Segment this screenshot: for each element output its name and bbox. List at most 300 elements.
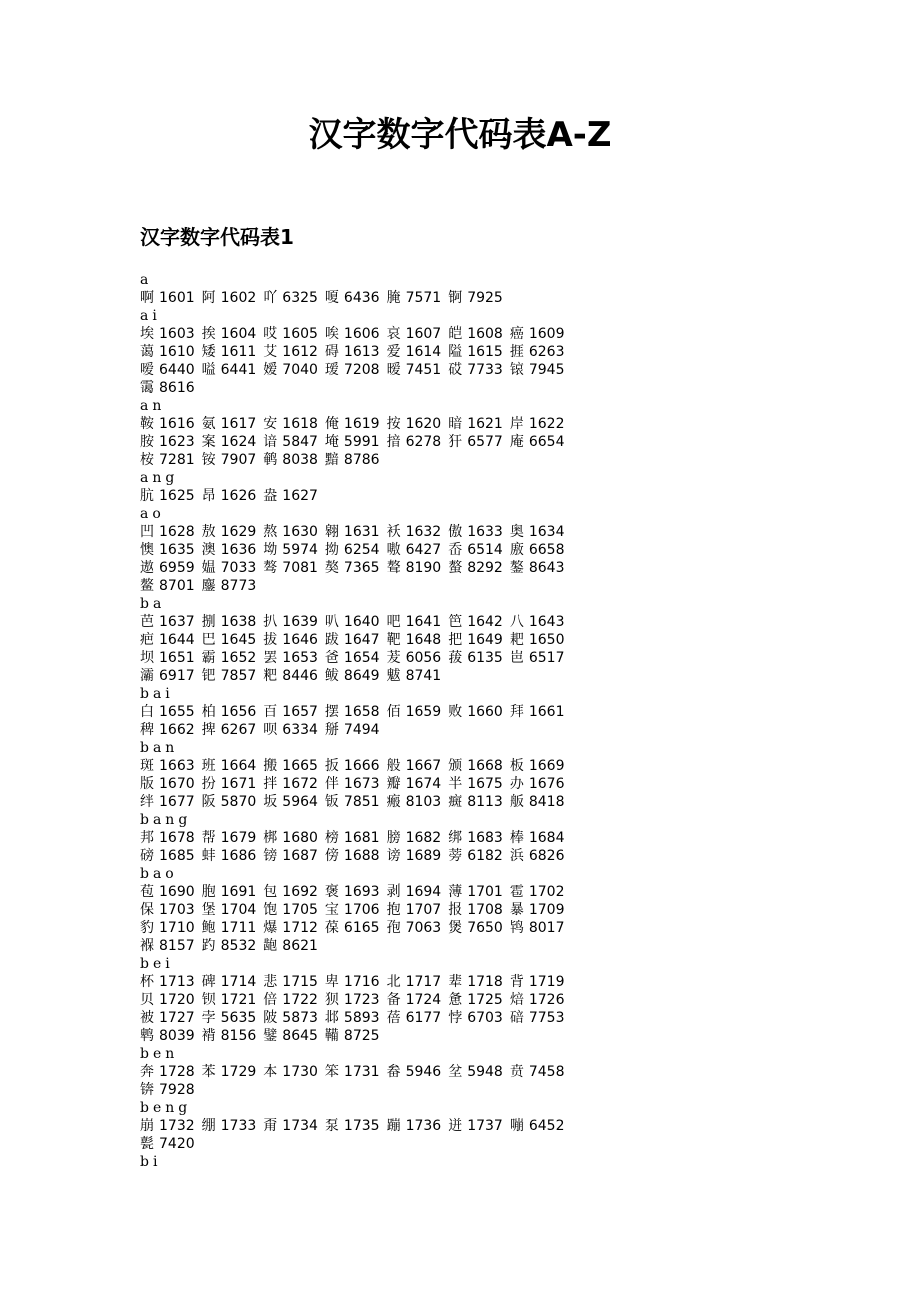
hanzi-character: 笆: [448, 614, 463, 630]
numeric-code: 8038: [282, 452, 318, 468]
hanzi-character: 绷: [201, 1118, 216, 1134]
numeric-code: 1705: [282, 902, 318, 918]
numeric-code: 1604: [220, 326, 257, 342]
hanzi-character: 岜: [509, 650, 524, 666]
character-code-pair: [448, 703, 503, 721]
character-code-pair: [510, 1009, 565, 1027]
hanzi-character: 拜: [509, 704, 524, 720]
character-code-pair: [325, 559, 380, 577]
numeric-code: 6514: [467, 542, 503, 558]
hanzi-character: 鲍: [201, 920, 216, 936]
numeric-code: 1684: [528, 830, 565, 846]
numeric-code: 1685: [159, 848, 195, 864]
character-code-pair: [140, 775, 195, 793]
hanzi-character: 镑: [263, 848, 278, 864]
character-code-pair: [325, 991, 380, 1009]
hanzi-character: 罢: [263, 650, 278, 666]
hanzi-character: 败: [448, 704, 463, 720]
pinyin-group: [140, 739, 760, 811]
numeric-code: 1662: [159, 722, 195, 738]
character-code-pair: [202, 325, 257, 343]
character-code-pair: [510, 523, 565, 541]
character-code-pair: [387, 523, 442, 541]
numeric-code: 1675: [467, 776, 503, 792]
numeric-code: 7458: [528, 1064, 565, 1080]
hanzi-character: 掰: [324, 722, 339, 738]
hanzi-character: 趵: [201, 938, 216, 954]
hanzi-character: 奥: [509, 524, 524, 540]
numeric-code: 1691: [220, 884, 257, 900]
numeric-code: 1641: [405, 614, 442, 630]
character-code-pair: [140, 937, 195, 955]
numeric-code: 1667: [405, 758, 442, 774]
hanzi-character: 皑: [448, 326, 463, 342]
hanzi-character: 胞: [201, 884, 216, 900]
numeric-code: 1624: [220, 434, 257, 450]
numeric-code: 1632: [405, 524, 442, 540]
character-code-pair: [448, 631, 503, 649]
character-code-pair: [387, 415, 442, 433]
character-code-pair: [263, 1117, 318, 1135]
character-code-pair: [263, 361, 318, 379]
numeric-code: 5948: [467, 1064, 503, 1080]
character-code-pair: [448, 523, 503, 541]
hanzi-character: 坝: [140, 650, 154, 666]
character-code-pair: [263, 937, 318, 955]
numeric-code: 8017: [528, 920, 565, 936]
numeric-code: 1655: [159, 704, 195, 720]
hanzi-character: 钯: [201, 668, 216, 684]
character-code-pair: [140, 703, 195, 721]
numeric-code: 1651: [159, 650, 195, 666]
hanzi-character: 懊: [140, 542, 154, 558]
character-code-pair: [140, 973, 195, 991]
character-code-pair: [263, 451, 318, 469]
pinyin-group: [140, 955, 760, 1045]
hanzi-character: 柏: [201, 704, 216, 720]
numeric-code: 1670: [159, 776, 195, 792]
character-code-pair: [202, 721, 257, 739]
character-code-pair: [387, 829, 442, 847]
hanzi-character: 安: [263, 416, 278, 432]
character-code-pair: [263, 829, 318, 847]
hanzi-character: 捌: [201, 614, 216, 630]
numeric-code: 5893: [343, 1010, 380, 1026]
hanzi-character: 爱: [386, 344, 401, 360]
numeric-code: 6517: [528, 650, 565, 666]
numeric-code: 1716: [343, 974, 380, 990]
character-code-pair: [448, 361, 503, 379]
numeric-code: 7040: [282, 362, 318, 378]
hanzi-character: 褙: [201, 1028, 216, 1044]
numeric-code: 1634: [528, 524, 565, 540]
numeric-code: 6263: [528, 344, 565, 360]
hanzi-character: 钣: [324, 794, 339, 810]
numeric-code: 1644: [159, 632, 195, 648]
numeric-code: 5991: [343, 434, 380, 450]
character-code-pair: [325, 451, 380, 469]
hanzi-character: 傍: [324, 848, 339, 864]
hanzi-character: 碑: [201, 974, 216, 990]
character-code-pair: [448, 847, 503, 865]
code-line: [140, 559, 760, 577]
numeric-code: 1638: [220, 614, 257, 630]
hanzi-character: 阿: [201, 290, 216, 306]
character-code-pair: [510, 631, 565, 649]
numeric-code: 5946: [405, 1064, 442, 1080]
hanzi-character: 案: [201, 434, 216, 450]
character-code-pair: [202, 1117, 257, 1135]
character-code-pair: [325, 361, 380, 379]
numeric-code: 1707: [405, 902, 442, 918]
hanzi-character: 茇: [386, 650, 401, 666]
pinyin-group: [140, 469, 760, 505]
character-code-pair: [202, 847, 257, 865]
hanzi-character: 肮: [140, 488, 154, 504]
hanzi-character: 碍: [324, 344, 339, 360]
numeric-code: 8621: [282, 938, 318, 954]
hanzi-character: 隘: [448, 344, 463, 360]
hanzi-character: 癌: [509, 326, 524, 342]
character-code-pair: [510, 919, 565, 937]
hanzi-character: 暗: [448, 416, 463, 432]
hanzi-character: 鏖: [201, 578, 216, 594]
character-code-pair: [202, 937, 257, 955]
character-code-pair: [263, 901, 318, 919]
character-code-pair: [448, 289, 503, 307]
character-code-pair: [325, 883, 380, 901]
hanzi-character: 芭: [140, 614, 154, 630]
character-code-pair: [510, 361, 565, 379]
hanzi-character: 螯: [448, 560, 463, 576]
numeric-code: 6427: [405, 542, 442, 558]
hanzi-character: 耙: [509, 632, 524, 648]
character-code-pair: [140, 883, 195, 901]
character-code-pair: [448, 901, 503, 919]
character-code-pair: [448, 559, 503, 577]
numeric-code: 5974: [282, 542, 318, 558]
numeric-code: 1703: [159, 902, 195, 918]
hanzi-character: 半: [448, 776, 463, 792]
numeric-code: 1693: [343, 884, 380, 900]
pinyin-label: a: [140, 272, 153, 288]
character-code-pair: [325, 667, 380, 685]
character-code-pair: [263, 631, 318, 649]
hanzi-character: 薄: [448, 884, 463, 900]
character-code-pair: [325, 793, 380, 811]
character-code-pair: [202, 1027, 257, 1045]
hanzi-character: 黯: [324, 452, 339, 468]
hanzi-character: 唉: [324, 326, 339, 342]
character-code-pair: [140, 1009, 195, 1027]
character-code-pair: [140, 901, 195, 919]
character-code-pair: [387, 325, 442, 343]
code-line: [140, 613, 760, 631]
hanzi-character: 揞: [386, 434, 401, 450]
numeric-code: 8643: [528, 560, 565, 576]
numeric-code: 1718: [467, 974, 503, 990]
hanzi-character: 龅: [263, 938, 278, 954]
code-line: [140, 649, 760, 667]
character-code-pair: [448, 829, 503, 847]
hanzi-character: 呗: [263, 722, 278, 738]
character-code-pair: [387, 667, 442, 685]
numeric-code: 1723: [343, 992, 380, 1008]
character-code-pair: [263, 667, 318, 685]
pinyin-group: [140, 1045, 760, 1099]
hanzi-character: 凹: [140, 524, 154, 540]
hanzi-character: 癍: [448, 794, 463, 810]
hanzi-character: 坂: [263, 794, 278, 810]
numeric-code: 6826: [528, 848, 565, 864]
numeric-code: 6254: [343, 542, 380, 558]
hanzi-character: 澳: [201, 542, 216, 558]
hanzi-character: 百: [263, 704, 278, 720]
numeric-code: 5635: [220, 1010, 257, 1026]
character-code-pair: [510, 415, 565, 433]
numeric-code: 8446: [282, 668, 318, 684]
character-code-pair: [448, 991, 503, 1009]
character-code-pair: [448, 1009, 503, 1027]
numeric-code: 5964: [282, 794, 318, 810]
numeric-code: 1606: [343, 326, 380, 342]
numeric-code: 1659: [405, 704, 442, 720]
hanzi-character: 鹎: [140, 1028, 154, 1044]
numeric-code: 1652: [220, 650, 257, 666]
character-code-pair: [263, 289, 318, 307]
character-code-pair: [325, 649, 380, 667]
character-code-pair: [263, 703, 318, 721]
hanzi-character: 俺: [324, 416, 339, 432]
numeric-code: 1658: [343, 704, 380, 720]
character-code-pair: [202, 901, 257, 919]
character-code-pair: [202, 1063, 257, 1081]
code-line: [140, 577, 760, 595]
hanzi-character: 叭: [324, 614, 339, 630]
character-code-pair: [202, 1009, 257, 1027]
numeric-code: 1607: [405, 326, 442, 342]
numeric-code: 1682: [405, 830, 442, 846]
numeric-code: 1690: [159, 884, 195, 900]
hanzi-character: 蚌: [201, 848, 216, 864]
numeric-code: 1618: [282, 416, 318, 432]
numeric-code: 7650: [467, 920, 503, 936]
character-code-pair: [140, 757, 195, 775]
numeric-code: 1605: [282, 326, 318, 342]
character-code-pair: [387, 361, 442, 379]
numeric-code: 8292: [467, 560, 503, 576]
numeric-code: 1701: [467, 884, 503, 900]
section-heading: 汉字数字代码表1: [140, 225, 294, 249]
hanzi-character: 版: [140, 776, 154, 792]
numeric-code: 1639: [282, 614, 318, 630]
character-code-pair: [448, 541, 503, 559]
numeric-code: 7945: [528, 362, 565, 378]
character-code-pair: [325, 847, 380, 865]
character-code-pair: [448, 613, 503, 631]
hanzi-character: 悲: [263, 974, 278, 990]
character-code-pair: [387, 973, 442, 991]
code-line: [140, 289, 760, 307]
hanzi-character: 斑: [140, 758, 154, 774]
numeric-code: 1694: [405, 884, 442, 900]
character-code-pair: [510, 991, 565, 1009]
character-code-pair: [387, 847, 442, 865]
code-line: [140, 523, 760, 541]
hanzi-character: 宝: [324, 902, 339, 918]
character-code-pair: [140, 721, 195, 739]
hanzi-character: 啊: [140, 290, 154, 306]
hanzi-character: 孛: [201, 1010, 216, 1026]
code-line: [140, 1081, 760, 1099]
hanzi-character: 粑: [263, 668, 278, 684]
code-line: [140, 703, 760, 721]
numeric-code: 6135: [467, 650, 503, 666]
character-code-pair: [387, 613, 442, 631]
numeric-code: 8725: [343, 1028, 380, 1044]
numeric-code: 1610: [159, 344, 195, 360]
character-code-pair: [202, 703, 257, 721]
character-code-pair: [387, 991, 442, 1009]
numeric-code: 7753: [528, 1010, 565, 1026]
hanzi-character: 谤: [386, 848, 401, 864]
code-line: [140, 991, 760, 1009]
hanzi-character: 坳: [263, 542, 278, 558]
numeric-code: 8786: [343, 452, 380, 468]
numeric-code: 6267: [220, 722, 257, 738]
numeric-code: 1616: [159, 416, 195, 432]
hanzi-character: 艾: [263, 344, 278, 360]
pinyin-group: [140, 397, 760, 469]
character-code-pair: [263, 1063, 318, 1081]
numeric-code: 7928: [159, 1082, 195, 1098]
hanzi-character: 搬: [263, 758, 278, 774]
character-code-pair: [202, 883, 257, 901]
numeric-code: 7208: [343, 362, 380, 378]
numeric-code: 6334: [282, 722, 318, 738]
character-code-pair: [202, 649, 257, 667]
numeric-code: 7081: [282, 560, 318, 576]
character-code-pair: [325, 289, 380, 307]
character-code-pair: [325, 919, 380, 937]
numeric-code: 6177: [405, 1010, 442, 1026]
numeric-code: 1730: [282, 1064, 318, 1080]
hanzi-character: 把: [448, 632, 463, 648]
pinyin-group: [140, 595, 760, 685]
numeric-code: 1674: [405, 776, 442, 792]
hanzi-character: 熬: [263, 524, 278, 540]
hanzi-character: 霸: [201, 650, 216, 666]
character-code-pair: [140, 325, 195, 343]
hanzi-character: 狈: [324, 992, 339, 1008]
character-code-pair: [325, 757, 380, 775]
character-code-pair: [510, 883, 565, 901]
character-code-pair: [140, 1117, 195, 1135]
hanzi-character: 鲅: [324, 668, 339, 684]
character-code-pair: [140, 433, 195, 451]
numeric-code: 1666: [343, 758, 380, 774]
numeric-code: 6658: [528, 542, 565, 558]
character-code-pair: [263, 1027, 318, 1045]
hanzi-character: 嫒: [263, 362, 278, 378]
character-code-pair: [202, 577, 257, 595]
hanzi-character: 拗: [324, 542, 339, 558]
numeric-code: 1647: [343, 632, 380, 648]
hanzi-character: 暧: [386, 362, 401, 378]
character-code-pair: [263, 1009, 318, 1027]
numeric-code: 1702: [528, 884, 565, 900]
hanzi-character: 阪: [201, 794, 216, 810]
hanzi-character: 铵: [201, 452, 216, 468]
character-code-pair: [140, 541, 195, 559]
character-code-pair: [448, 793, 503, 811]
numeric-code: 1680: [282, 830, 318, 846]
character-code-pair: [325, 343, 380, 361]
hanzi-character: 巴: [201, 632, 216, 648]
hanzi-character: 砹: [448, 362, 463, 378]
numeric-code: 1728: [159, 1064, 195, 1080]
numeric-code: 1642: [467, 614, 503, 630]
numeric-code: 7281: [159, 452, 195, 468]
hanzi-character: 倍: [263, 992, 278, 1008]
numeric-code: 6703: [467, 1010, 503, 1026]
character-code-pair: [202, 757, 257, 775]
numeric-code: 7857: [220, 668, 257, 684]
numeric-code: 1649: [467, 632, 503, 648]
numeric-code: 8649: [343, 668, 380, 684]
hanzi-character: 甏: [140, 1136, 154, 1152]
hanzi-character: 焙: [509, 992, 524, 1008]
code-line: [140, 343, 760, 361]
numeric-code: 6577: [467, 434, 503, 450]
character-code-pair: [510, 433, 565, 451]
numeric-code: 6436: [343, 290, 380, 306]
numeric-code: 8103: [405, 794, 442, 810]
numeric-code: 1621: [467, 416, 503, 432]
numeric-code: 1664: [220, 758, 257, 774]
numeric-code: 1727: [159, 1010, 195, 1026]
hanzi-character: 摆: [324, 704, 339, 720]
character-code-pair: [263, 325, 318, 343]
hanzi-character: 鐾: [263, 1028, 278, 1044]
character-code-pair: [387, 343, 442, 361]
hanzi-character: 本: [263, 1064, 278, 1080]
numeric-code: 1631: [343, 524, 380, 540]
pinyin-label: ang: [140, 470, 179, 486]
character-code-pair: [448, 325, 503, 343]
hanzi-character: 贝: [140, 992, 154, 1008]
character-code-pair: [325, 523, 380, 541]
pinyin-label: ba: [140, 596, 166, 612]
hanzi-character: 北: [386, 974, 401, 990]
character-code-pair: [263, 973, 318, 991]
numeric-code: 7451: [405, 362, 442, 378]
character-code-pair: [263, 847, 318, 865]
character-code-pair: [140, 487, 195, 505]
numeric-code: 1645: [220, 632, 257, 648]
character-code-pair: [140, 361, 195, 379]
hanzi-character: 锿: [509, 362, 524, 378]
hanzi-character: 扳: [324, 758, 339, 774]
hanzi-character: 办: [509, 776, 524, 792]
numeric-code: 1619: [343, 416, 380, 432]
numeric-code: 8616: [159, 380, 195, 396]
character-code-pair: [202, 559, 257, 577]
hanzi-character: 岙: [448, 542, 463, 558]
numeric-code: 1661: [528, 704, 565, 720]
character-code-pair: [263, 613, 318, 631]
character-code-pair: [448, 973, 503, 991]
